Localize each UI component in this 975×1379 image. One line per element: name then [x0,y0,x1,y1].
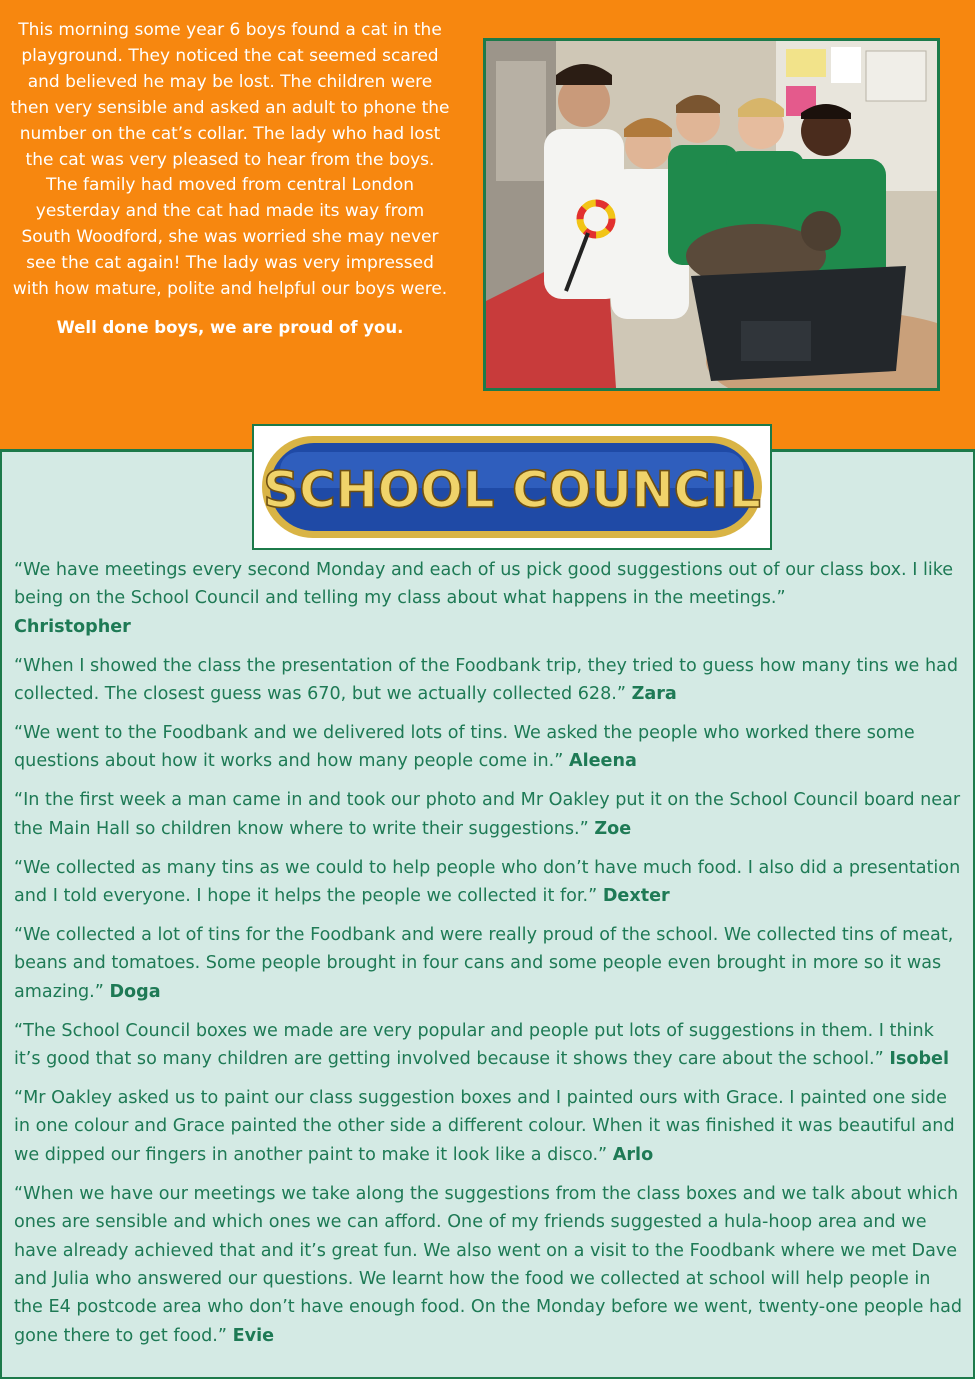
quote-item [14,1017,964,1074]
quote-text: “We collected a lot of tins for the Foodbank and were really proud of the school. We collected tins of meat, beans and tomatoes. Some people brought in four cans and some people even brought in more so it was amazing.” [14,924,954,1002]
logo-text: SCHOOL COUNCIL [263,461,761,519]
quote-text: “When we have our meetings we take along the suggestions from the class boxes and we talk about which ones are sensible and which ones we can afford. One of my friends suggested a hula-hoop area and we have already achieved that and it’s great fun. We also went on a visit to the Foodbank where we met Dave and Julia who answered our questions. We learnt how the food we collected at school will help people in the E4 postcode area who don’t have enough food. On the Monday before we went, twenty-one people had gone there to get food.” [14,1183,963,1346]
quote-item [14,854,964,911]
quote-text: “The School Council boxes we made are very popular and people put lots of suggestions in them. I think it’s good that so many children are getting involved because it shows they care about the school.” [14,1020,934,1070]
quote-author: Christopher [14,616,131,637]
quote-author: Dexter [602,886,670,907]
quote-text: “When I showed the class the presentation of the Foodbank trip, they tried to guess how many tins we had collected. The closest guess was 670, but we actually collected 628.” [14,655,959,705]
quote-item [14,719,964,776]
quote-item [14,921,964,1006]
quote-item [14,1180,964,1350]
cat-story-text [10,18,450,341]
quote-author: Arlo [612,1144,654,1165]
quote-item [14,786,964,843]
school-council-section [0,449,975,1379]
quote-text: “We collected as many tins as we could to help people who don’t have much food. I also did a presentation and I told everyone. I hope it helps the people we collected it for.” [14,857,961,907]
school-council-badge [254,426,770,548]
quote-item [14,556,964,641]
quotes-list [14,556,964,1361]
quote-text: “We went to the Foodbank and we delivered lots of tins. We asked the people who worked there some questions about how it works and how many people come in.” [14,723,915,772]
cat-story-cheer: Well done boys, we are proud of you. [56,317,404,337]
quote-author: Isobel [889,1049,950,1070]
quote-author: Doga [109,981,161,1002]
school-council-logo [252,424,772,550]
quote-item [14,1084,964,1169]
quote-text: “Mr Oakley asked us to paint our class suggestion boxes and I painted ours with Grace. I painted one side in one colour and Grace painted the other side a different colour. When it was finished it was beautiful and we dipped our fingers in another paint to make it look like a disco.” [14,1088,955,1165]
quote-author: Zara [631,684,677,705]
cat-story-paragraph: This morning some year 6 boys found a cat in the playground. They noticed the cat seemed scared and believed he may be lost. The children were then very sensible and asked an adult to phone the number on the cat’s collar. The lady who had lost the cat was very pleased to hear from the boys. The family had moved from central London yesterday and the cat had made its way from South Woodford, she was worried she may never see the cat again! The lady was very impressed with how mature, polite and helpful our boys were. [10,20,450,300]
cat-story-section [0,0,975,449]
quote-author: Zoe [594,818,632,839]
quote-author: Evie [232,1325,275,1346]
quote-author: Aleena [568,751,637,772]
quote-text: “In the first week a man came in and took our photo and Mr Oakley put it on the School Council board near the Main Hall so children know where to write their suggestions.” [14,790,961,839]
boys-with-cat-photo [483,38,940,391]
quote-item [14,652,964,709]
photo-illustration [486,41,937,388]
quote-text: “We have meetings every second Monday and each of us pick good suggestions out of our class box. I like being on the School Council and telling my class about what happens in the meetings.” [14,560,954,609]
